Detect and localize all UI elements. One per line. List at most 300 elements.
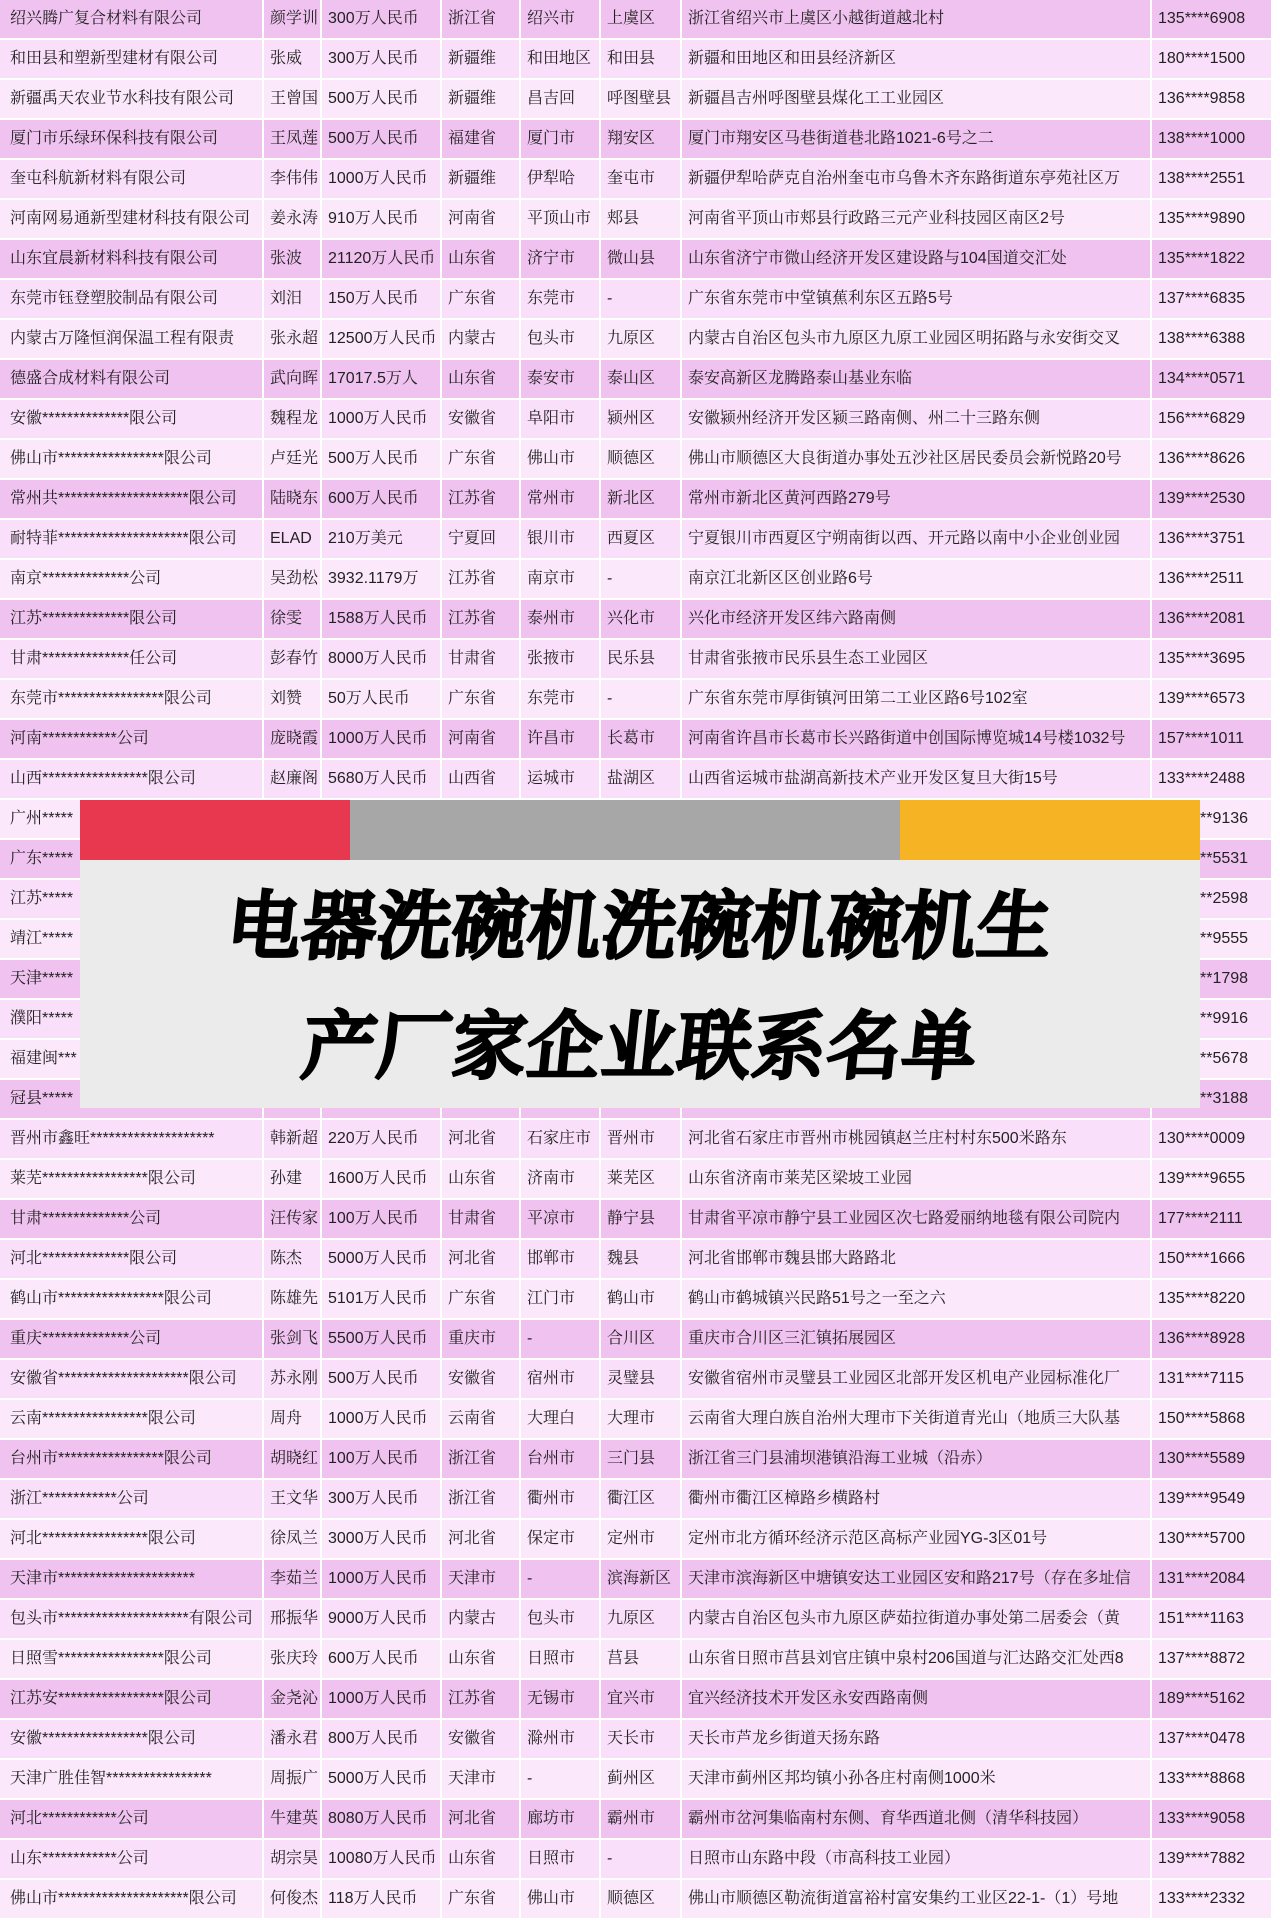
province-cell: 浙江省	[442, 1480, 521, 1520]
table-row	[0, 480, 1280, 520]
table-row	[0, 320, 1280, 360]
registered-capital-cell: 300万人民币	[322, 1480, 442, 1520]
address-cell: 内蒙古自治区包头市九原区九原工业园区明拓路与永安街交叉	[682, 320, 1152, 360]
province-cell: 甘肃省	[442, 1200, 521, 1240]
city-cell: 昌吉回	[521, 80, 601, 120]
table-row	[0, 1400, 1280, 1440]
province-cell: 浙江省	[442, 0, 521, 40]
city-cell: 宿州市	[521, 1360, 601, 1400]
city-cell: 许昌市	[521, 720, 601, 760]
phone-cell: 137****8872	[1152, 1640, 1273, 1680]
address-cell: 天津市滨海新区中塘镇安达工业园区安和路217号（存在多址信	[682, 1560, 1152, 1600]
registered-capital-cell: 118万人民币	[322, 1880, 442, 1920]
phone-cell: 133****2488	[1152, 760, 1273, 800]
province-cell: 江苏省	[442, 480, 521, 520]
registered-capital-cell: 21120万人民币	[322, 240, 442, 280]
table-row	[0, 1680, 1280, 1720]
accent-bar-yellow	[900, 800, 1200, 860]
company-name-cell: 甘肃**************公司	[0, 1200, 264, 1240]
company-name-cell: 台州市*****************限公司	[0, 1440, 264, 1480]
company-name-cell: 濮阳*****	[0, 1000, 264, 1040]
phone-cell: 136****2081	[1152, 600, 1273, 640]
registered-capital-cell: 210万美元	[322, 520, 442, 560]
city-cell: 无锡市	[521, 1680, 601, 1720]
company-name-cell: 靖江*****	[0, 920, 264, 960]
address-cell: 河南省平顶山市郏县行政路三元产业科技园区南区2号	[682, 200, 1152, 240]
district-cell: 民乐县	[601, 640, 682, 680]
company-name-cell: 山东************公司	[0, 1840, 264, 1880]
district-cell: 西夏区	[601, 520, 682, 560]
province-cell: 天津市	[442, 1560, 521, 1600]
phone-cell: 139****9549	[1152, 1480, 1273, 1520]
phone-cell: 135****9890	[1152, 200, 1273, 240]
province-cell: 云南省	[442, 1400, 521, 1440]
accent-bar	[80, 800, 1200, 860]
company-name-cell: 包头市*********************有限公司	[0, 1600, 264, 1640]
district-cell: 新北区	[601, 480, 682, 520]
company-name-cell: 佛山市*********************限公司	[0, 1880, 264, 1920]
registered-capital-cell: 800万人民币	[322, 1720, 442, 1760]
address-cell: 宜兴经济技术开发区永安西路南侧	[682, 1680, 1152, 1720]
province-cell: 广东省	[442, 1880, 521, 1920]
phone-cell: 136****8928	[1152, 1320, 1273, 1360]
phone-cell: 136****2511	[1152, 560, 1273, 600]
phone-cell: 135****1822	[1152, 240, 1273, 280]
province-cell: 河南省	[442, 720, 521, 760]
company-name-cell: 江苏**************限公司	[0, 600, 264, 640]
company-name-cell: 德盛合成材料有限公司	[0, 360, 264, 400]
registered-capital-cell: 8000万人民币	[322, 640, 442, 680]
address-cell: 衢州市衢江区樟路乡横路村	[682, 1480, 1152, 1520]
registered-capital-cell: 500万人民币	[322, 120, 442, 160]
registered-capital-cell: 910万人民币	[322, 200, 442, 240]
table-row	[0, 680, 1280, 720]
registered-capital-cell: 600万人民币	[322, 480, 442, 520]
city-cell: 滁州市	[521, 1720, 601, 1760]
company-name-cell: 冠县*****	[0, 1080, 264, 1120]
district-cell: 魏县	[601, 1240, 682, 1280]
phone-cell: 135****3695	[1152, 640, 1273, 680]
table-row	[0, 1200, 1280, 1240]
registered-capital-cell: 50万人民币	[322, 680, 442, 720]
registered-capital-cell: 220万人民币	[322, 1120, 442, 1160]
province-cell: 内蒙古	[442, 1600, 521, 1640]
city-cell: 泰州市	[521, 600, 601, 640]
district-cell: 盐湖区	[601, 760, 682, 800]
province-cell: 江苏省	[442, 600, 521, 640]
legal-rep-cell: 周振广	[264, 1760, 322, 1800]
address-cell: 安徽颍州经济开发区颍三路南侧、州二十三路东侧	[682, 400, 1152, 440]
title-panel	[80, 860, 1200, 1108]
address-cell: 定州市北方循环经济示范区高标产业园YG-3区01号	[682, 1520, 1152, 1560]
address-cell: 新疆伊犁哈萨克自治州奎屯市乌鲁木齐东路街道东亭苑社区万	[682, 160, 1152, 200]
district-cell: 翔安区	[601, 120, 682, 160]
company-name-cell: 南京**************公司	[0, 560, 264, 600]
legal-rep-cell: 彭春竹	[264, 640, 322, 680]
legal-rep-cell: 张威	[264, 40, 322, 80]
company-name-cell: 东莞市钰登塑胶制品有限公司	[0, 280, 264, 320]
legal-rep-cell: 魏程龙	[264, 400, 322, 440]
registered-capital-cell: 1000万人民币	[322, 1560, 442, 1600]
phone-cell: 130****5700	[1152, 1520, 1273, 1560]
address-cell: 山东省济南市莱芜区梁坡工业园	[682, 1160, 1152, 1200]
legal-rep-cell: 张庆玲	[264, 1640, 322, 1680]
address-cell: 常州市新北区黄河西路279号	[682, 480, 1152, 520]
company-name-cell: 耐特菲*********************限公司	[0, 520, 264, 560]
district-cell: 蓟州区	[601, 1760, 682, 1800]
province-cell: 河北省	[442, 1120, 521, 1160]
province-cell: 浙江省	[442, 1440, 521, 1480]
legal-rep-cell: 李伟伟	[264, 160, 322, 200]
city-cell: 银川市	[521, 520, 601, 560]
address-cell: 浙江省绍兴市上虞区小越街道越北村	[682, 0, 1152, 40]
address-cell: 天长市芦龙乡街道天扬东路	[682, 1720, 1152, 1760]
registered-capital-cell: 5000万人民币	[322, 1760, 442, 1800]
phone-cell: 131****7115	[1152, 1360, 1273, 1400]
province-cell: 广东省	[442, 280, 521, 320]
table-row	[0, 640, 1280, 680]
legal-rep-cell: 金尧沁	[264, 1680, 322, 1720]
company-name-cell: 莱芜*****************限公司	[0, 1160, 264, 1200]
registered-capital-cell: 500万人民币	[322, 1360, 442, 1400]
city-cell: 泰安市	[521, 360, 601, 400]
legal-rep-cell: 孙建	[264, 1160, 322, 1200]
company-name-cell: 新疆禹天农业节水科技有限公司	[0, 80, 264, 120]
table-row	[0, 1560, 1280, 1600]
legal-rep-cell: 胡宗昊	[264, 1840, 322, 1880]
legal-rep-cell: 李茹兰	[264, 1560, 322, 1600]
city-cell: 厦门市	[521, 120, 601, 160]
city-cell: 张掖市	[521, 640, 601, 680]
district-cell: -	[601, 680, 682, 720]
registered-capital-cell: 500万人民币	[322, 440, 442, 480]
legal-rep-cell: 姜永涛	[264, 200, 322, 240]
table-row	[0, 1120, 1280, 1160]
table-row	[0, 520, 1280, 560]
province-cell: 新疆维	[442, 160, 521, 200]
province-cell: 安徽省	[442, 400, 521, 440]
phone-cell: 137****6835	[1152, 280, 1273, 320]
legal-rep-cell: 陈雄先	[264, 1280, 322, 1320]
district-cell: 兴化市	[601, 600, 682, 640]
table-row	[0, 1720, 1280, 1760]
city-cell: 邯郸市	[521, 1240, 601, 1280]
address-cell: 甘肃省张掖市民乐县生态工业园区	[682, 640, 1152, 680]
table-row	[0, 1240, 1280, 1280]
district-cell: 静宁县	[601, 1200, 682, 1240]
legal-rep-cell: 卢廷光	[264, 440, 322, 480]
legal-rep-cell: 吴劲松	[264, 560, 322, 600]
legal-rep-cell: 张波	[264, 240, 322, 280]
legal-rep-cell: 陈杰	[264, 1240, 322, 1280]
province-cell: 广东省	[442, 1280, 521, 1320]
table-row	[0, 200, 1280, 240]
district-cell: -	[601, 560, 682, 600]
company-name-cell: 江苏安*****************限公司	[0, 1680, 264, 1720]
address-cell: 云南省大理白族自治州大理市下关街道青光山（地质三大队基	[682, 1400, 1152, 1440]
phone-cell: **2598	[1152, 880, 1273, 920]
company-name-cell: 绍兴腾广复合材料有限公司	[0, 0, 264, 40]
company-name-cell: 安徽**************限公司	[0, 400, 264, 440]
province-cell: 河北省	[442, 1520, 521, 1560]
city-cell: 衢州市	[521, 1480, 601, 1520]
address-cell: 广东省东莞市厚街镇河田第二工业区路6号102室	[682, 680, 1152, 720]
district-cell: 微山县	[601, 240, 682, 280]
company-name-cell: 天津市**********************	[0, 1560, 264, 1600]
province-cell: 福建省	[442, 120, 521, 160]
city-cell: 南京市	[521, 560, 601, 600]
legal-rep-cell: 苏永刚	[264, 1360, 322, 1400]
legal-rep-cell: 张剑飞	[264, 1320, 322, 1360]
city-cell: -	[521, 1560, 601, 1600]
phone-cell: 133****8868	[1152, 1760, 1273, 1800]
table-row	[0, 600, 1280, 640]
table-row	[0, 120, 1280, 160]
table-row	[0, 1880, 1280, 1920]
district-cell: 衢江区	[601, 1480, 682, 1520]
address-cell: 泰安高新区龙腾路泰山基业东临	[682, 360, 1152, 400]
legal-rep-cell: 牛建英	[264, 1800, 322, 1840]
province-cell: 山东省	[442, 1160, 521, 1200]
province-cell: 内蒙古	[442, 320, 521, 360]
legal-rep-cell: 庞晓霞	[264, 720, 322, 760]
address-cell: 天津市蓟州区邦均镇小孙各庄村南侧1000米	[682, 1760, 1152, 1800]
table-row	[0, 160, 1280, 200]
province-cell: 广东省	[442, 440, 521, 480]
province-cell: 新疆维	[442, 80, 521, 120]
legal-rep-cell: 王曾国	[264, 80, 322, 120]
province-cell: 重庆市	[442, 1320, 521, 1360]
province-cell: 新疆维	[442, 40, 521, 80]
phone-cell: 138****6388	[1152, 320, 1273, 360]
table-row	[0, 80, 1280, 120]
city-cell: 佛山市	[521, 1880, 601, 1920]
table-row	[0, 1760, 1280, 1800]
legal-rep-cell: 潘永君	[264, 1720, 322, 1760]
legal-rep-cell: 张永超	[264, 320, 322, 360]
district-cell: 三门县	[601, 1440, 682, 1480]
district-cell: 莒县	[601, 1640, 682, 1680]
company-name-cell: 日照雪*****************限公司	[0, 1640, 264, 1680]
registered-capital-cell: 5101万人民币	[322, 1280, 442, 1320]
address-cell: 宁夏银川市西夏区宁朔南街以西、开元路以南中小企业创业园	[682, 520, 1152, 560]
district-cell: 泰山区	[601, 360, 682, 400]
phone-cell: 136****8626	[1152, 440, 1273, 480]
company-name-cell: 东莞市*****************限公司	[0, 680, 264, 720]
province-cell: 山东省	[442, 360, 521, 400]
city-cell: 包头市	[521, 1600, 601, 1640]
company-name-cell: 福建闽***	[0, 1040, 264, 1080]
legal-rep-cell: 赵廉阁	[264, 760, 322, 800]
city-cell: -	[521, 1320, 601, 1360]
company-name-cell: 晋州市鑫旺********************	[0, 1120, 264, 1160]
legal-rep-cell: ELAD	[264, 520, 322, 560]
address-cell: 鹤山市鹤城镇兴民路51号之一至之六	[682, 1280, 1152, 1320]
legal-rep-cell: 颜学训	[264, 0, 322, 40]
table-row	[0, 1320, 1280, 1360]
address-cell: 佛山市顺德区勒流街道富裕村富安集约工业区22-1-（1）号地	[682, 1880, 1152, 1920]
city-cell: 济宁市	[521, 240, 601, 280]
registered-capital-cell: 500万人民币	[322, 80, 442, 120]
city-cell: 阜阳市	[521, 400, 601, 440]
city-cell: 和田地区	[521, 40, 601, 80]
district-cell: 顺德区	[601, 440, 682, 480]
district-cell: 合川区	[601, 1320, 682, 1360]
phone-cell: 189****5162	[1152, 1680, 1273, 1720]
company-name-cell: 河北************公司	[0, 1800, 264, 1840]
phone-cell: 130****5589	[1152, 1440, 1273, 1480]
city-cell: 东莞市	[521, 280, 601, 320]
registered-capital-cell: 600万人民币	[322, 1640, 442, 1680]
table-row	[0, 1640, 1280, 1680]
address-cell: 兴化市经济开发区纬六路南侧	[682, 600, 1152, 640]
province-cell: 广东省	[442, 680, 521, 720]
registered-capital-cell: 5500万人民币	[322, 1320, 442, 1360]
table-row	[0, 1480, 1280, 1520]
legal-rep-cell: 胡晓红	[264, 1440, 322, 1480]
registered-capital-cell: 12500万人民币	[322, 320, 442, 360]
phone-cell: 150****1666	[1152, 1240, 1273, 1280]
legal-rep-cell: 刘汨	[264, 280, 322, 320]
registered-capital-cell: 8080万人民币	[322, 1800, 442, 1840]
district-cell: 天长市	[601, 1720, 682, 1760]
legal-rep-cell: 武向晖	[264, 360, 322, 400]
address-cell: 日照市山东路中段（市高科技工业园）	[682, 1840, 1152, 1880]
table-row	[0, 1360, 1280, 1400]
city-cell: 平凉市	[521, 1200, 601, 1240]
district-cell: 霸州市	[601, 1800, 682, 1840]
table-row	[0, 440, 1280, 480]
city-cell: 运城市	[521, 760, 601, 800]
address-cell: 重庆市合川区三汇镇拓展园区	[682, 1320, 1152, 1360]
table-row	[0, 1280, 1280, 1320]
registered-capital-cell: 1000万人民币	[322, 1400, 442, 1440]
table-row	[0, 0, 1280, 40]
phone-cell: 139****9655	[1152, 1160, 1273, 1200]
company-name-cell: 佛山市*****************限公司	[0, 440, 264, 480]
company-name-cell: 江苏*****	[0, 880, 264, 920]
district-cell: 颍州区	[601, 400, 682, 440]
legal-rep-cell: 何俊杰	[264, 1880, 322, 1920]
phone-cell: **9136	[1152, 800, 1273, 840]
phone-cell: 139****7882	[1152, 1840, 1273, 1880]
phone-cell: **5678	[1152, 1040, 1273, 1080]
company-name-cell: 河北*****************限公司	[0, 1520, 264, 1560]
registered-capital-cell: 5000万人民币	[322, 1240, 442, 1280]
registered-capital-cell: 10080万人民币	[322, 1840, 442, 1880]
district-cell: 顺德区	[601, 1880, 682, 1920]
title-banner	[80, 800, 1200, 1108]
page-title-line-1: 电器洗碗机洗碗机碗机生	[222, 884, 1058, 970]
legal-rep-cell: 周舟	[264, 1400, 322, 1440]
phone-cell: 150****5868	[1152, 1400, 1273, 1440]
district-cell: 晋州市	[601, 1120, 682, 1160]
legal-rep-cell: 邢振华	[264, 1600, 322, 1640]
district-cell: 九原区	[601, 320, 682, 360]
company-name-cell: 山东宜晨新材料科技有限公司	[0, 240, 264, 280]
registered-capital-cell: 100万人民币	[322, 1200, 442, 1240]
registered-capital-cell: 1000万人民币	[322, 720, 442, 760]
accent-bar-red	[80, 800, 350, 860]
city-cell: 佛山市	[521, 440, 601, 480]
province-cell: 山东省	[442, 240, 521, 280]
province-cell: 山西省	[442, 760, 521, 800]
address-cell: 河北省石家庄市晋州市桃园镇赵兰庄村村东500米路东	[682, 1120, 1152, 1160]
registered-capital-cell: 1000万人民币	[322, 1680, 442, 1720]
company-name-cell: 河南************公司	[0, 720, 264, 760]
phone-cell: 133****9058	[1152, 1800, 1273, 1840]
district-cell: 奎屯市	[601, 160, 682, 200]
province-cell: 江苏省	[442, 1680, 521, 1720]
legal-rep-cell: 徐凤兰	[264, 1520, 322, 1560]
company-name-cell: 山西*****************限公司	[0, 760, 264, 800]
district-cell: 长葛市	[601, 720, 682, 760]
legal-rep-cell: 徐雯	[264, 600, 322, 640]
company-name-cell: 天津广胜佳智*****************	[0, 1760, 264, 1800]
phone-cell: 138****2551	[1152, 160, 1273, 200]
company-name-cell: 内蒙古万隆恒润保温工程有限责	[0, 320, 264, 360]
company-name-cell: 鹤山市*****************限公司	[0, 1280, 264, 1320]
table-row	[0, 400, 1280, 440]
table-row	[0, 240, 1280, 280]
phone-cell: **1798	[1152, 960, 1273, 1000]
phone-cell: 139****2530	[1152, 480, 1273, 520]
legal-rep-cell: 汪传家	[264, 1200, 322, 1240]
province-cell: 河北省	[442, 1800, 521, 1840]
registered-capital-cell: 1600万人民币	[322, 1160, 442, 1200]
city-cell: 常州市	[521, 480, 601, 520]
address-cell: 霸州市岔河集临南村东侧、育华西道北侧（清华科技园）	[682, 1800, 1152, 1840]
district-cell: 莱芜区	[601, 1160, 682, 1200]
province-cell: 宁夏回	[442, 520, 521, 560]
district-cell: 灵璧县	[601, 1360, 682, 1400]
phone-cell: 134****0571	[1152, 360, 1273, 400]
district-cell: 滨海新区	[601, 1560, 682, 1600]
phone-cell: 135****6908	[1152, 0, 1273, 40]
province-cell: 山东省	[442, 1840, 521, 1880]
district-cell: 和田县	[601, 40, 682, 80]
table-row	[0, 1160, 1280, 1200]
company-name-cell: 重庆**************公司	[0, 1320, 264, 1360]
company-name-cell: 安徽省*********************限公司	[0, 1360, 264, 1400]
province-cell: 河北省	[442, 1240, 521, 1280]
registered-capital-cell: 1000万人民币	[322, 400, 442, 440]
city-cell: 台州市	[521, 1440, 601, 1480]
registered-capital-cell: 3000万人民币	[322, 1520, 442, 1560]
phone-cell: 177****2111	[1152, 1200, 1273, 1240]
phone-cell: 135****8220	[1152, 1280, 1273, 1320]
city-cell: 东莞市	[521, 680, 601, 720]
company-name-cell: 云南*****************限公司	[0, 1400, 264, 1440]
table-row	[0, 1520, 1280, 1560]
address-cell: 河北省邯郸市魏县邯大路路北	[682, 1240, 1152, 1280]
company-name-cell: 甘肃**************任公司	[0, 640, 264, 680]
district-cell: 郏县	[601, 200, 682, 240]
address-cell: 广东省东莞市中堂镇蕉利东区五路5号	[682, 280, 1152, 320]
table-row	[0, 1600, 1280, 1640]
table-row	[0, 760, 1280, 800]
address-cell: 南京江北新区区创业路6号	[682, 560, 1152, 600]
address-cell: 内蒙古自治区包头市九原区萨茹拉街道办事处第二居委会（黄	[682, 1600, 1152, 1640]
address-cell: 新疆昌吉州呼图壁县煤化工工业园区	[682, 80, 1152, 120]
phone-cell: 157****1011	[1152, 720, 1273, 760]
table-row	[0, 40, 1280, 80]
legal-rep-cell: 王文华	[264, 1480, 322, 1520]
company-name-cell: 天津*****	[0, 960, 264, 1000]
phone-cell: 138****1000	[1152, 120, 1273, 160]
legal-rep-cell: 陆晓东	[264, 480, 322, 520]
phone-cell: 139****6573	[1152, 680, 1273, 720]
